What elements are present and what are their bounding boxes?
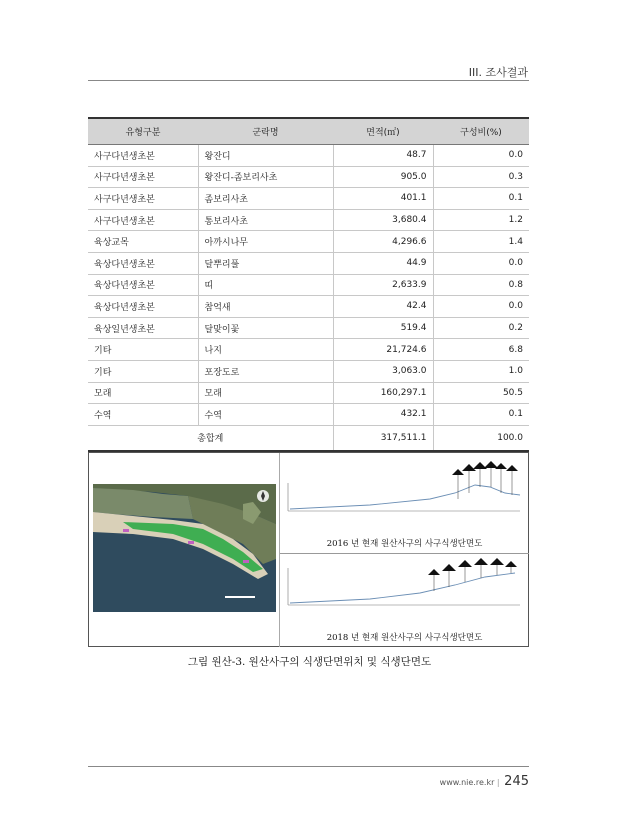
column-header-area: 면적(㎡)	[333, 118, 433, 145]
footer-rule	[88, 766, 529, 767]
cell-community: 나지	[198, 339, 333, 361]
cell-area: 44.9	[333, 252, 433, 274]
aerial-photo-map	[93, 484, 276, 612]
column-header-community: 군락명	[198, 118, 333, 145]
total-area: 317,511.1	[333, 425, 433, 451]
footer-url: www.nie.re.kr	[439, 778, 495, 787]
cell-community: 좀보리사초	[198, 188, 333, 210]
table-row	[88, 231, 529, 253]
cell-ratio: 1.2	[433, 209, 529, 231]
table-total-row	[88, 425, 529, 451]
cell-type: 사구다년생초본	[88, 209, 198, 231]
cell-area: 2,633.9	[333, 274, 433, 296]
section-title: III. 조사결과	[468, 66, 528, 79]
cell-area: 160,297.1	[333, 382, 433, 404]
profile-2018-panel	[279, 553, 529, 647]
table-row	[88, 382, 529, 404]
table-row	[88, 209, 529, 231]
table-row	[88, 166, 529, 188]
cell-community: 달뿌리풀	[198, 252, 333, 274]
cell-ratio: 0.0	[433, 252, 529, 274]
cell-community: 참억새	[198, 296, 333, 318]
cell-ratio: 0.1	[433, 404, 529, 426]
table-row	[88, 404, 529, 426]
cell-community: 왕잔디	[198, 145, 333, 167]
table-row	[88, 274, 529, 296]
cell-ratio: 0.3	[433, 166, 529, 188]
cell-area: 519.4	[333, 317, 433, 339]
cell-ratio: 1.0	[433, 360, 529, 382]
table-row	[88, 252, 529, 274]
cell-ratio: 0.8	[433, 274, 529, 296]
cell-type: 사구다년생초본	[88, 188, 198, 210]
cell-ratio: 0.0	[433, 145, 529, 167]
page-number: 245	[504, 774, 529, 789]
cell-ratio: 1.4	[433, 231, 529, 253]
figure-caption: 그림 원산-3. 원산사구의 식생단면위치 및 식생단면도	[187, 656, 432, 668]
cell-area: 432.1	[333, 404, 433, 426]
cell-type: 사구다년생초본	[88, 145, 198, 167]
cell-type: 모래	[88, 382, 198, 404]
cell-community: 왕잔디-좀보리사초	[198, 166, 333, 188]
column-header-type: 유형구분	[88, 118, 198, 145]
cell-ratio: 50.5	[433, 382, 529, 404]
cell-community: 포장도로	[198, 360, 333, 382]
cell-type: 기타	[88, 339, 198, 361]
cell-type: 육상교목	[88, 231, 198, 253]
total-label: 총합계	[88, 425, 333, 451]
cell-community: 모래	[198, 382, 333, 404]
cell-type: 육상다년생초본	[88, 252, 198, 274]
cell-area: 401.1	[333, 188, 433, 210]
cell-community: 수역	[198, 404, 333, 426]
cell-area: 48.7	[333, 145, 433, 167]
profile-2016-panel	[279, 453, 529, 554]
table-row	[88, 339, 529, 361]
cell-area: 3,680.4	[333, 209, 433, 231]
profile-2016-caption: 2016 년 현재 원산사구의 사구식생단면도	[326, 539, 483, 549]
cell-type: 수역	[88, 404, 198, 426]
table-row	[88, 360, 529, 382]
profile-2016-diagram	[280, 453, 529, 531]
cell-area: 905.0	[333, 166, 433, 188]
page-footer: www.nie.re.kr | 245	[439, 774, 529, 789]
total-ratio: 100.0	[433, 425, 529, 451]
cell-type: 육상다년생초본	[88, 274, 198, 296]
table-row	[88, 317, 529, 339]
cell-ratio: 0.2	[433, 317, 529, 339]
header-rule	[88, 80, 529, 81]
cell-ratio: 0.1	[433, 188, 529, 210]
cell-area: 3,063.0	[333, 360, 433, 382]
cell-area: 21,724.6	[333, 339, 433, 361]
profile-2018-caption: 2018 년 현재 원산사구의 사구식생단면도	[326, 633, 483, 643]
cell-community: 통보리사초	[198, 209, 333, 231]
profile-2018-diagram	[280, 553, 529, 625]
table-header-row	[88, 118, 529, 145]
cell-type: 육상다년생초본	[88, 296, 198, 318]
cell-area: 4,296.6	[333, 231, 433, 253]
table-row	[88, 296, 529, 318]
cell-community: 띠	[198, 274, 333, 296]
table-row	[88, 188, 529, 210]
cell-type: 사구다년생초본	[88, 166, 198, 188]
cell-community: 달맞이꽃	[198, 317, 333, 339]
column-header-ratio: 구성비(%)	[433, 118, 529, 145]
cell-ratio: 6.8	[433, 339, 529, 361]
vegetation-area-table	[88, 117, 529, 452]
cell-type: 육상일년생초본	[88, 317, 198, 339]
figure-panel	[88, 452, 529, 647]
aerial-photo-image	[93, 484, 276, 612]
cell-area: 42.4	[333, 296, 433, 318]
table-row	[88, 145, 529, 167]
cell-community: 아까시나무	[198, 231, 333, 253]
cell-type: 기타	[88, 360, 198, 382]
cell-ratio: 0.0	[433, 296, 529, 318]
